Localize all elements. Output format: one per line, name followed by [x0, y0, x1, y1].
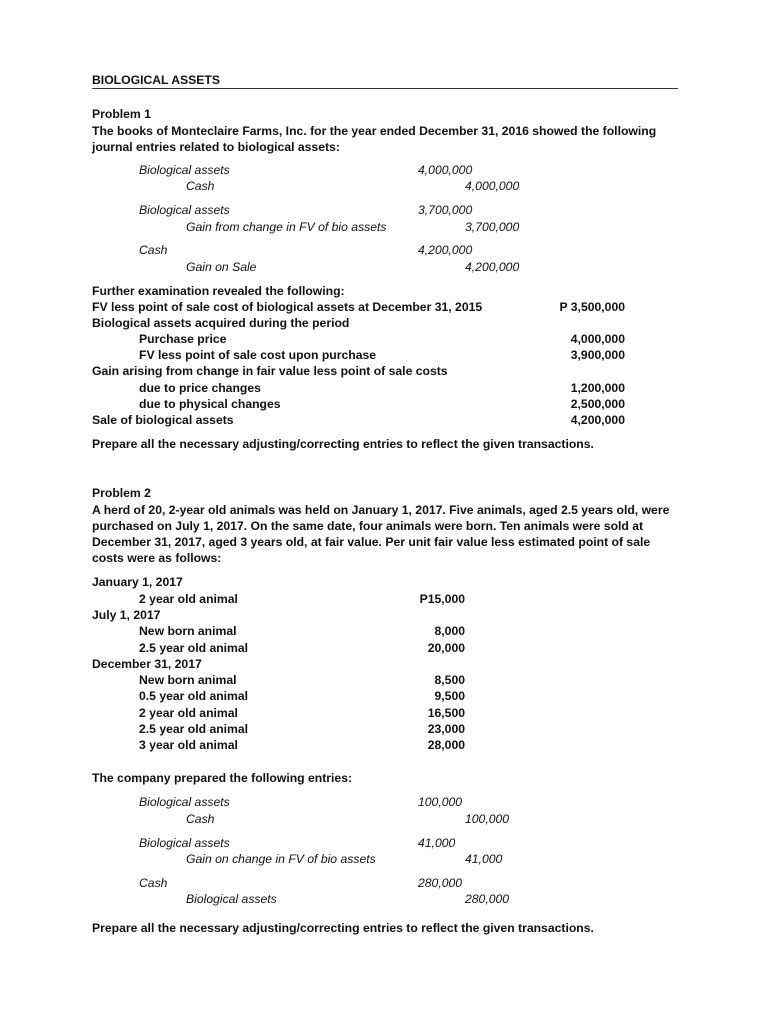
problem2-heading: Problem 2: [92, 486, 151, 500]
journal-credit-amount: 4,200,000: [465, 260, 520, 274]
fv-item-label: New born animal: [139, 673, 237, 687]
fv-item-amount: 9,500: [434, 689, 465, 703]
document-title: BIOLOGICAL ASSETS: [92, 73, 220, 87]
journal-credit-amount: 4,000,000: [465, 179, 520, 193]
journal-debit-account: Biological assets: [139, 203, 230, 217]
further-item-amount: 4,000,000: [570, 332, 625, 346]
further-item-label: Gain arising from change in fair value less point of sale costs: [92, 364, 448, 378]
further-item-label: due to price changes: [139, 381, 261, 395]
fv-date-label: July 1, 2017: [92, 608, 161, 622]
journal-credit-account: Gain from change in FV of bio assets: [186, 220, 387, 234]
fv-item-amount: 28,000: [427, 738, 465, 752]
journal-debit-amount: 4,200,000: [418, 243, 473, 257]
further-item-label: FV less point of sale cost of biological assets at December 31, 2015: [92, 300, 483, 314]
journal-debit-amount: 3,700,000: [418, 203, 473, 217]
fv-item-amount: 8,500: [434, 673, 465, 687]
journal-credit-account: Cash: [186, 812, 215, 826]
further-item-label: Purchase price: [139, 332, 227, 346]
problem2-intro-line: purchased on July 1, 2017. On the same date, four animals were born. Ten animals were sold at: [92, 519, 644, 533]
fv-item-label: 2 year old animal: [139, 706, 238, 720]
journal-debit-account: Biological assets: [139, 163, 230, 177]
fv-item-amount: 20,000: [427, 641, 465, 655]
journal-debit-account: Biological assets: [139, 836, 230, 850]
fv-item-label: 0.5 year old animal: [139, 689, 249, 703]
journal-credit-account: Gain on Sale: [186, 260, 257, 274]
journal-debit-amount: 280,000: [418, 876, 463, 890]
fv-item-amount: 16,500: [427, 706, 465, 720]
journal-debit-account: Cash: [139, 876, 168, 890]
fv-item-amount: 8,000: [434, 624, 465, 638]
journal-credit-amount: 3,700,000: [465, 220, 520, 234]
problem1-instruction: Prepare all the necessary adjusting/correcting entries to reflect the given transactions.: [92, 437, 594, 451]
fv-item-label: 3 year old animal: [139, 738, 238, 752]
journal-debit-amount: 4,000,000: [418, 163, 473, 177]
journal-credit-account: Gain on change in FV of bio assets: [186, 852, 376, 866]
problem1-heading: Problem 1: [92, 107, 151, 121]
problem1-intro-line: The books of Monteclaire Farms, Inc. for the year ended December 31, 2016 showed the following: [92, 124, 657, 138]
fv-date-label: December 31, 2017: [92, 657, 202, 671]
journal-debit-account: Biological assets: [139, 795, 230, 809]
problem2-intro-line: costs were as follows:: [92, 551, 222, 565]
fv-date-label: January 1, 2017: [92, 575, 183, 589]
fv-item-label: 2.5 year old animal: [139, 722, 249, 736]
journal-credit-amount: 100,000: [465, 812, 510, 826]
journal-credit-amount: 280,000: [465, 892, 510, 906]
journal-debit-amount: 41,000: [418, 836, 456, 850]
further-item-label: due to physical changes: [139, 397, 281, 411]
further-item-label: Sale of biological assets: [92, 413, 234, 427]
further-item-label: Biological assets acquired during the period: [92, 316, 350, 330]
fv-item-amount: 23,000: [427, 722, 465, 736]
problem2-intro-line: A herd of 20, 2-year old animals was held on January 1, 2017. Five animals, aged 2.5 years old, were: [92, 503, 670, 517]
fv-item-label: 2.5 year old animal: [139, 641, 249, 655]
problem2-instruction: Prepare all the necessary adjusting/correcting entries to reflect the given transactions.: [92, 921, 594, 935]
further-item-amount: 1,200,000: [570, 381, 625, 395]
further-item-amount: 4,200,000: [570, 413, 625, 427]
further-item-amount: 2,500,000: [570, 397, 625, 411]
entries-heading: The company prepared the following entries:: [92, 771, 353, 785]
problem1-intro-line: journal entries related to biological assets:: [92, 140, 340, 154]
journal-debit-account: Cash: [139, 243, 168, 257]
fv-item-label: 2 year old animal: [139, 592, 238, 606]
further-item-amount: P 3,500,000: [559, 300, 625, 314]
journal-credit-account: Cash: [186, 179, 215, 193]
title-underline: [92, 88, 678, 89]
further-heading: Further examination revealed the following:: [92, 284, 345, 298]
fv-item-amount: P15,000: [419, 592, 465, 606]
problem2-intro-line: December 31, 2017, aged 3 years old, at fair value. Per unit fair value less estimated point of sale: [92, 535, 651, 549]
journal-debit-amount: 100,000: [418, 795, 463, 809]
fv-item-label: New born animal: [139, 624, 237, 638]
further-item-label: FV less point of sale cost upon purchase: [139, 348, 377, 362]
further-item-amount: 3,900,000: [570, 348, 625, 362]
journal-credit-amount: 41,000: [465, 852, 503, 866]
journal-credit-account: Biological assets: [186, 892, 277, 906]
